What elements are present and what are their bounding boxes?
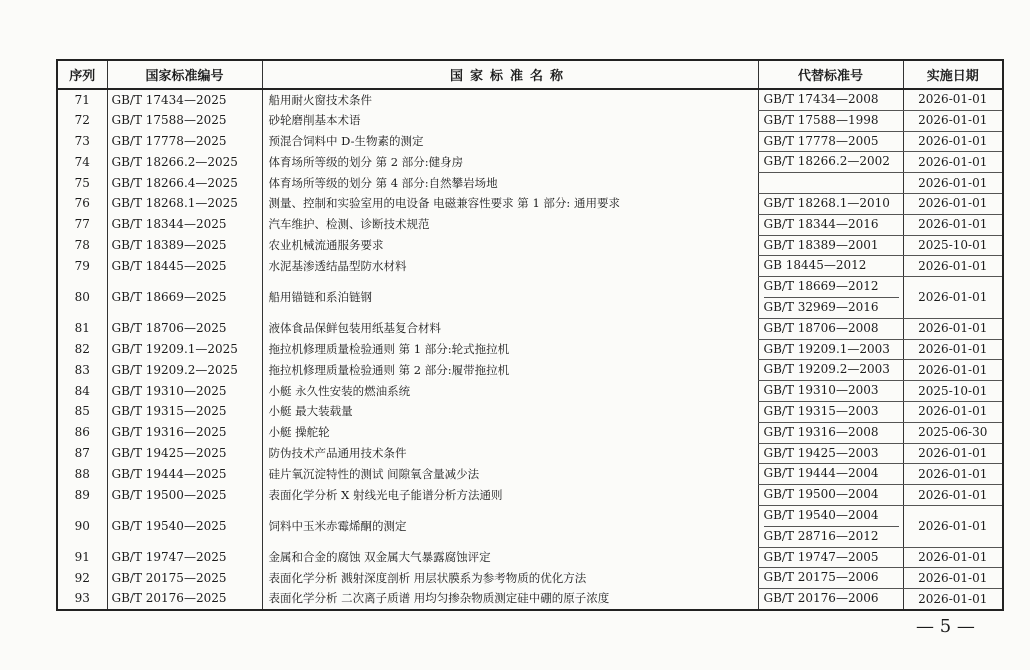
replaced-standard	[758, 505, 903, 547]
replaced-standard	[758, 401, 903, 422]
replaced-standard	[758, 214, 903, 235]
table-row	[57, 256, 1003, 277]
header-standard-number: 国家标准编号	[107, 60, 262, 89]
standard-name: 拖拉机修理质量检验通则 第 1 部分:轮式拖拉机	[262, 339, 758, 360]
implementation-date: 2026-01-01	[903, 110, 1003, 131]
standards-table	[56, 59, 1004, 611]
implementation-date: 2026-01-01	[903, 443, 1003, 464]
standard-name: 船用耐火窗技术条件	[262, 89, 758, 110]
implementation-date: 2026-01-01	[903, 89, 1003, 110]
replaced-standard	[758, 235, 903, 256]
replaced-standard-line: GB/T 19315—2003	[763, 403, 879, 418]
replaced-standard	[758, 568, 903, 589]
replaced-standard-line: GB/T 17778—2005	[763, 133, 879, 148]
row-index: 90	[74, 518, 90, 533]
replaced-standard	[758, 339, 903, 360]
replaced-standard	[758, 318, 903, 339]
table-row	[57, 214, 1003, 235]
table-row	[57, 235, 1003, 256]
implementation-date: 2026-01-01	[903, 214, 1003, 235]
table-row	[57, 547, 1003, 568]
row-index: 75	[74, 175, 90, 190]
implementation-date: 2026-01-01	[903, 256, 1003, 277]
replaced-standard	[758, 485, 903, 506]
implementation-date: 2026-01-01	[903, 193, 1003, 214]
standard-number: GB/T 19310—2025	[107, 381, 262, 402]
row-index: 83	[74, 362, 90, 377]
replaced-standard	[758, 277, 903, 319]
standards-table-container	[56, 59, 1002, 611]
replaced-standard-line: GB/T 19209.1—2003	[763, 341, 890, 356]
table-row	[57, 173, 1003, 194]
table-row	[57, 401, 1003, 422]
row-index: 91	[74, 549, 90, 564]
implementation-date: 2026-01-01	[903, 339, 1003, 360]
standard-number: GB/T 18706—2025	[107, 318, 262, 339]
table-row	[57, 443, 1003, 464]
implementation-date: 2026-01-01	[903, 401, 1003, 422]
row-index: 88	[74, 466, 90, 481]
replaced-standard-line: GB/T 18266.2—2002	[763, 154, 890, 169]
standard-number: GB/T 19425—2025	[107, 443, 262, 464]
replaced-standard	[758, 443, 903, 464]
replaced-standard	[758, 173, 903, 194]
table-header	[57, 60, 1003, 89]
standard-name: 液体食品保鲜包装用纸基复合材料	[262, 318, 758, 339]
replaced-standard	[758, 110, 903, 131]
table-row	[57, 505, 1003, 547]
standard-name: 船用锚链和系泊链钢	[262, 277, 758, 319]
implementation-date: 2026-01-01	[903, 505, 1003, 547]
replaced-standard-line: GB/T 19500—2004	[763, 487, 879, 502]
standard-name: 表面化学分析 溅射深度剖析 用层状膜系为参考物质的优化方法	[262, 568, 758, 589]
standard-name: 体育场所等级的划分 第 2 部分:健身房	[262, 152, 758, 173]
row-index: 74	[74, 154, 90, 169]
replaced-standard	[758, 193, 903, 214]
implementation-date: 2026-01-01	[903, 131, 1003, 152]
standard-name: 水泥基渗透结晶型防水材料	[262, 256, 758, 277]
replaced-standard	[758, 152, 903, 173]
replaced-standard	[758, 381, 903, 402]
replaced-standard-line: GB/T 19747—2005	[763, 549, 879, 564]
replaced-standard-line: GB/T 18344—2016	[763, 216, 879, 231]
replaced-standard	[758, 464, 903, 485]
header-index: 序列	[57, 60, 107, 89]
replaced-standard	[758, 547, 903, 568]
standard-number: GB/T 19209.1—2025	[107, 339, 262, 360]
replaced-standard	[758, 131, 903, 152]
standard-name: 硅片氧沉淀特性的测试 间隙氧含量减少法	[262, 464, 758, 485]
standard-number: GB/T 18389—2025	[107, 235, 262, 256]
standard-number: GB/T 17434—2025	[107, 89, 262, 110]
header-replaced-standard: 代替标准号	[758, 60, 903, 89]
implementation-date: 2025-10-01	[903, 381, 1003, 402]
table-row	[57, 131, 1003, 152]
standard-name: 防伪技术产品通用技术条件	[262, 443, 758, 464]
standard-name: 小艇 操舵轮	[262, 422, 758, 443]
implementation-date: 2025-10-01	[903, 235, 1003, 256]
standard-number: GB/T 19540—2025	[107, 505, 262, 547]
row-index: 87	[74, 445, 90, 460]
standard-number: GB/T 18266.2—2025	[107, 152, 262, 173]
standard-name: 汽车维护、检测、诊断技术规范	[262, 214, 758, 235]
replaced-standard-line: GB/T 32969—2016	[764, 297, 899, 318]
row-index: 86	[74, 425, 90, 440]
table-row	[57, 193, 1003, 214]
standard-number: GB/T 19315—2025	[107, 401, 262, 422]
standard-name: 农业机械流通服务要求	[262, 235, 758, 256]
table-row	[57, 464, 1003, 485]
table-row	[57, 422, 1003, 443]
standard-number: GB/T 17778—2025	[107, 131, 262, 152]
table-row	[57, 485, 1003, 506]
table-body	[57, 89, 1003, 610]
table-row	[57, 152, 1003, 173]
row-index: 81	[74, 321, 90, 336]
implementation-date: 2026-01-01	[903, 485, 1003, 506]
table-row	[57, 110, 1003, 131]
replaced-standard-line	[764, 173, 899, 193]
row-index: 78	[74, 237, 90, 252]
replaced-standard	[758, 360, 903, 381]
replaced-standard-line: GB/T 18389—2001	[763, 237, 879, 252]
implementation-date: 2026-01-01	[903, 568, 1003, 589]
replaced-standard-line: GB/T 19209.2—2003	[763, 362, 890, 377]
replaced-standard-line: GB/T 28716—2012	[764, 526, 899, 547]
standard-name: 金属和合金的腐蚀 双金属大气暴露腐蚀评定	[262, 547, 758, 568]
header-standard-name-text: 国家标准名称	[449, 69, 570, 84]
table-row	[57, 568, 1003, 589]
standard-number: GB/T 19444—2025	[107, 464, 262, 485]
header-standard-name	[262, 60, 758, 89]
row-index: 71	[74, 92, 90, 107]
standard-number: GB/T 19500—2025	[107, 485, 262, 506]
implementation-date: 2026-01-01	[903, 547, 1003, 568]
table-row	[57, 318, 1003, 339]
row-index: 72	[74, 113, 90, 128]
standard-number: GB/T 18266.4—2025	[107, 173, 262, 194]
standard-number: GB/T 19209.2—2025	[107, 360, 262, 381]
standard-name: 小艇 最大装载量	[262, 401, 758, 422]
row-index: 76	[74, 196, 90, 211]
implementation-date: 2025-06-30	[903, 422, 1003, 443]
standard-number: GB/T 19747—2025	[107, 547, 262, 568]
implementation-date: 2026-01-01	[903, 277, 1003, 319]
replaced-standard-line: GB/T 18669—2012	[763, 279, 879, 294]
row-index: 93	[74, 591, 90, 606]
replaced-standard-line: GB/T 19425—2003	[763, 445, 879, 460]
header-implementation-date: 实施日期	[903, 60, 1003, 89]
row-index: 82	[74, 341, 90, 356]
standard-number: GB/T 18669—2025	[107, 277, 262, 319]
standard-name: 体育场所等级的划分 第 4 部分:自然攀岩场地	[262, 173, 758, 194]
replaced-standard-line: GB/T 18268.1—2010	[763, 195, 890, 210]
standard-name: 拖拉机修理质量检验通则 第 2 部分:履带拖拉机	[262, 360, 758, 381]
table-row	[57, 589, 1003, 610]
header-row	[57, 60, 1003, 89]
row-index: 77	[74, 217, 90, 232]
standard-name: 小艇 永久性安装的燃油系统	[262, 381, 758, 402]
replaced-standard-line: GB/T 19444—2004	[763, 466, 879, 481]
implementation-date: 2026-01-01	[903, 589, 1003, 610]
replaced-standard-line: GB/T 18706—2008	[763, 320, 879, 335]
row-index: 85	[74, 404, 90, 419]
standard-name: 表面化学分析 X 射线光电子能谱分析方法通则	[262, 485, 758, 506]
replaced-standard-line: GB 18445—2012	[763, 258, 867, 273]
standard-number: GB/T 18268.1—2025	[107, 193, 262, 214]
replaced-standard-line: GB/T 20176—2006	[763, 591, 879, 606]
standard-number: GB/T 19316—2025	[107, 422, 262, 443]
table-row	[57, 277, 1003, 319]
replaced-standard	[758, 589, 903, 610]
table-row	[57, 89, 1003, 110]
standard-number: GB/T 20176—2025	[107, 589, 262, 610]
implementation-date: 2026-01-01	[903, 152, 1003, 173]
replaced-standard-line: GB/T 19540—2004	[763, 507, 879, 522]
row-index: 89	[74, 487, 90, 502]
standard-name: 测量、控制和实验室用的电设备 电磁兼容性要求 第 1 部分: 通用要求	[262, 193, 758, 214]
implementation-date: 2026-01-01	[903, 360, 1003, 381]
replaced-standard-line: GB/T 20175—2006	[763, 570, 879, 585]
replaced-standard-line: GB/T 17588—1998	[763, 112, 879, 127]
standard-name: 表面化学分析 二次离子质谱 用均匀掺杂物质测定硅中硼的原子浓度	[262, 589, 758, 610]
replaced-standard-line: GB/T 19310—2003	[763, 383, 879, 398]
replaced-standard	[758, 422, 903, 443]
standard-number: GB/T 18445—2025	[107, 256, 262, 277]
replaced-standard	[758, 89, 903, 110]
implementation-date: 2026-01-01	[903, 464, 1003, 485]
row-index: 84	[74, 383, 90, 398]
implementation-date: 2026-01-01	[903, 318, 1003, 339]
row-index: 80	[74, 289, 90, 304]
row-index: 92	[74, 570, 90, 585]
replaced-standard-line: GB/T 17434—2008	[763, 92, 879, 106]
table-row	[57, 339, 1003, 360]
standard-name: 预混合饲料中 D-生物素的测定	[262, 131, 758, 152]
standard-number: GB/T 17588—2025	[107, 110, 262, 131]
standard-number: GB/T 20175—2025	[107, 568, 262, 589]
row-index: 79	[74, 258, 90, 273]
standard-name: 砂轮磨削基本术语	[262, 110, 758, 131]
standard-name: 饲料中玉米赤霉烯酮的测定	[262, 505, 758, 547]
implementation-date: 2026-01-01	[903, 173, 1003, 194]
replaced-standard	[758, 256, 903, 277]
standard-number: GB/T 18344—2025	[107, 214, 262, 235]
table-row	[57, 381, 1003, 402]
page-number: — 5 —	[916, 616, 975, 637]
table-row	[57, 360, 1003, 381]
row-index: 73	[74, 133, 90, 148]
replaced-standard-line: GB/T 19316—2008	[763, 424, 879, 439]
